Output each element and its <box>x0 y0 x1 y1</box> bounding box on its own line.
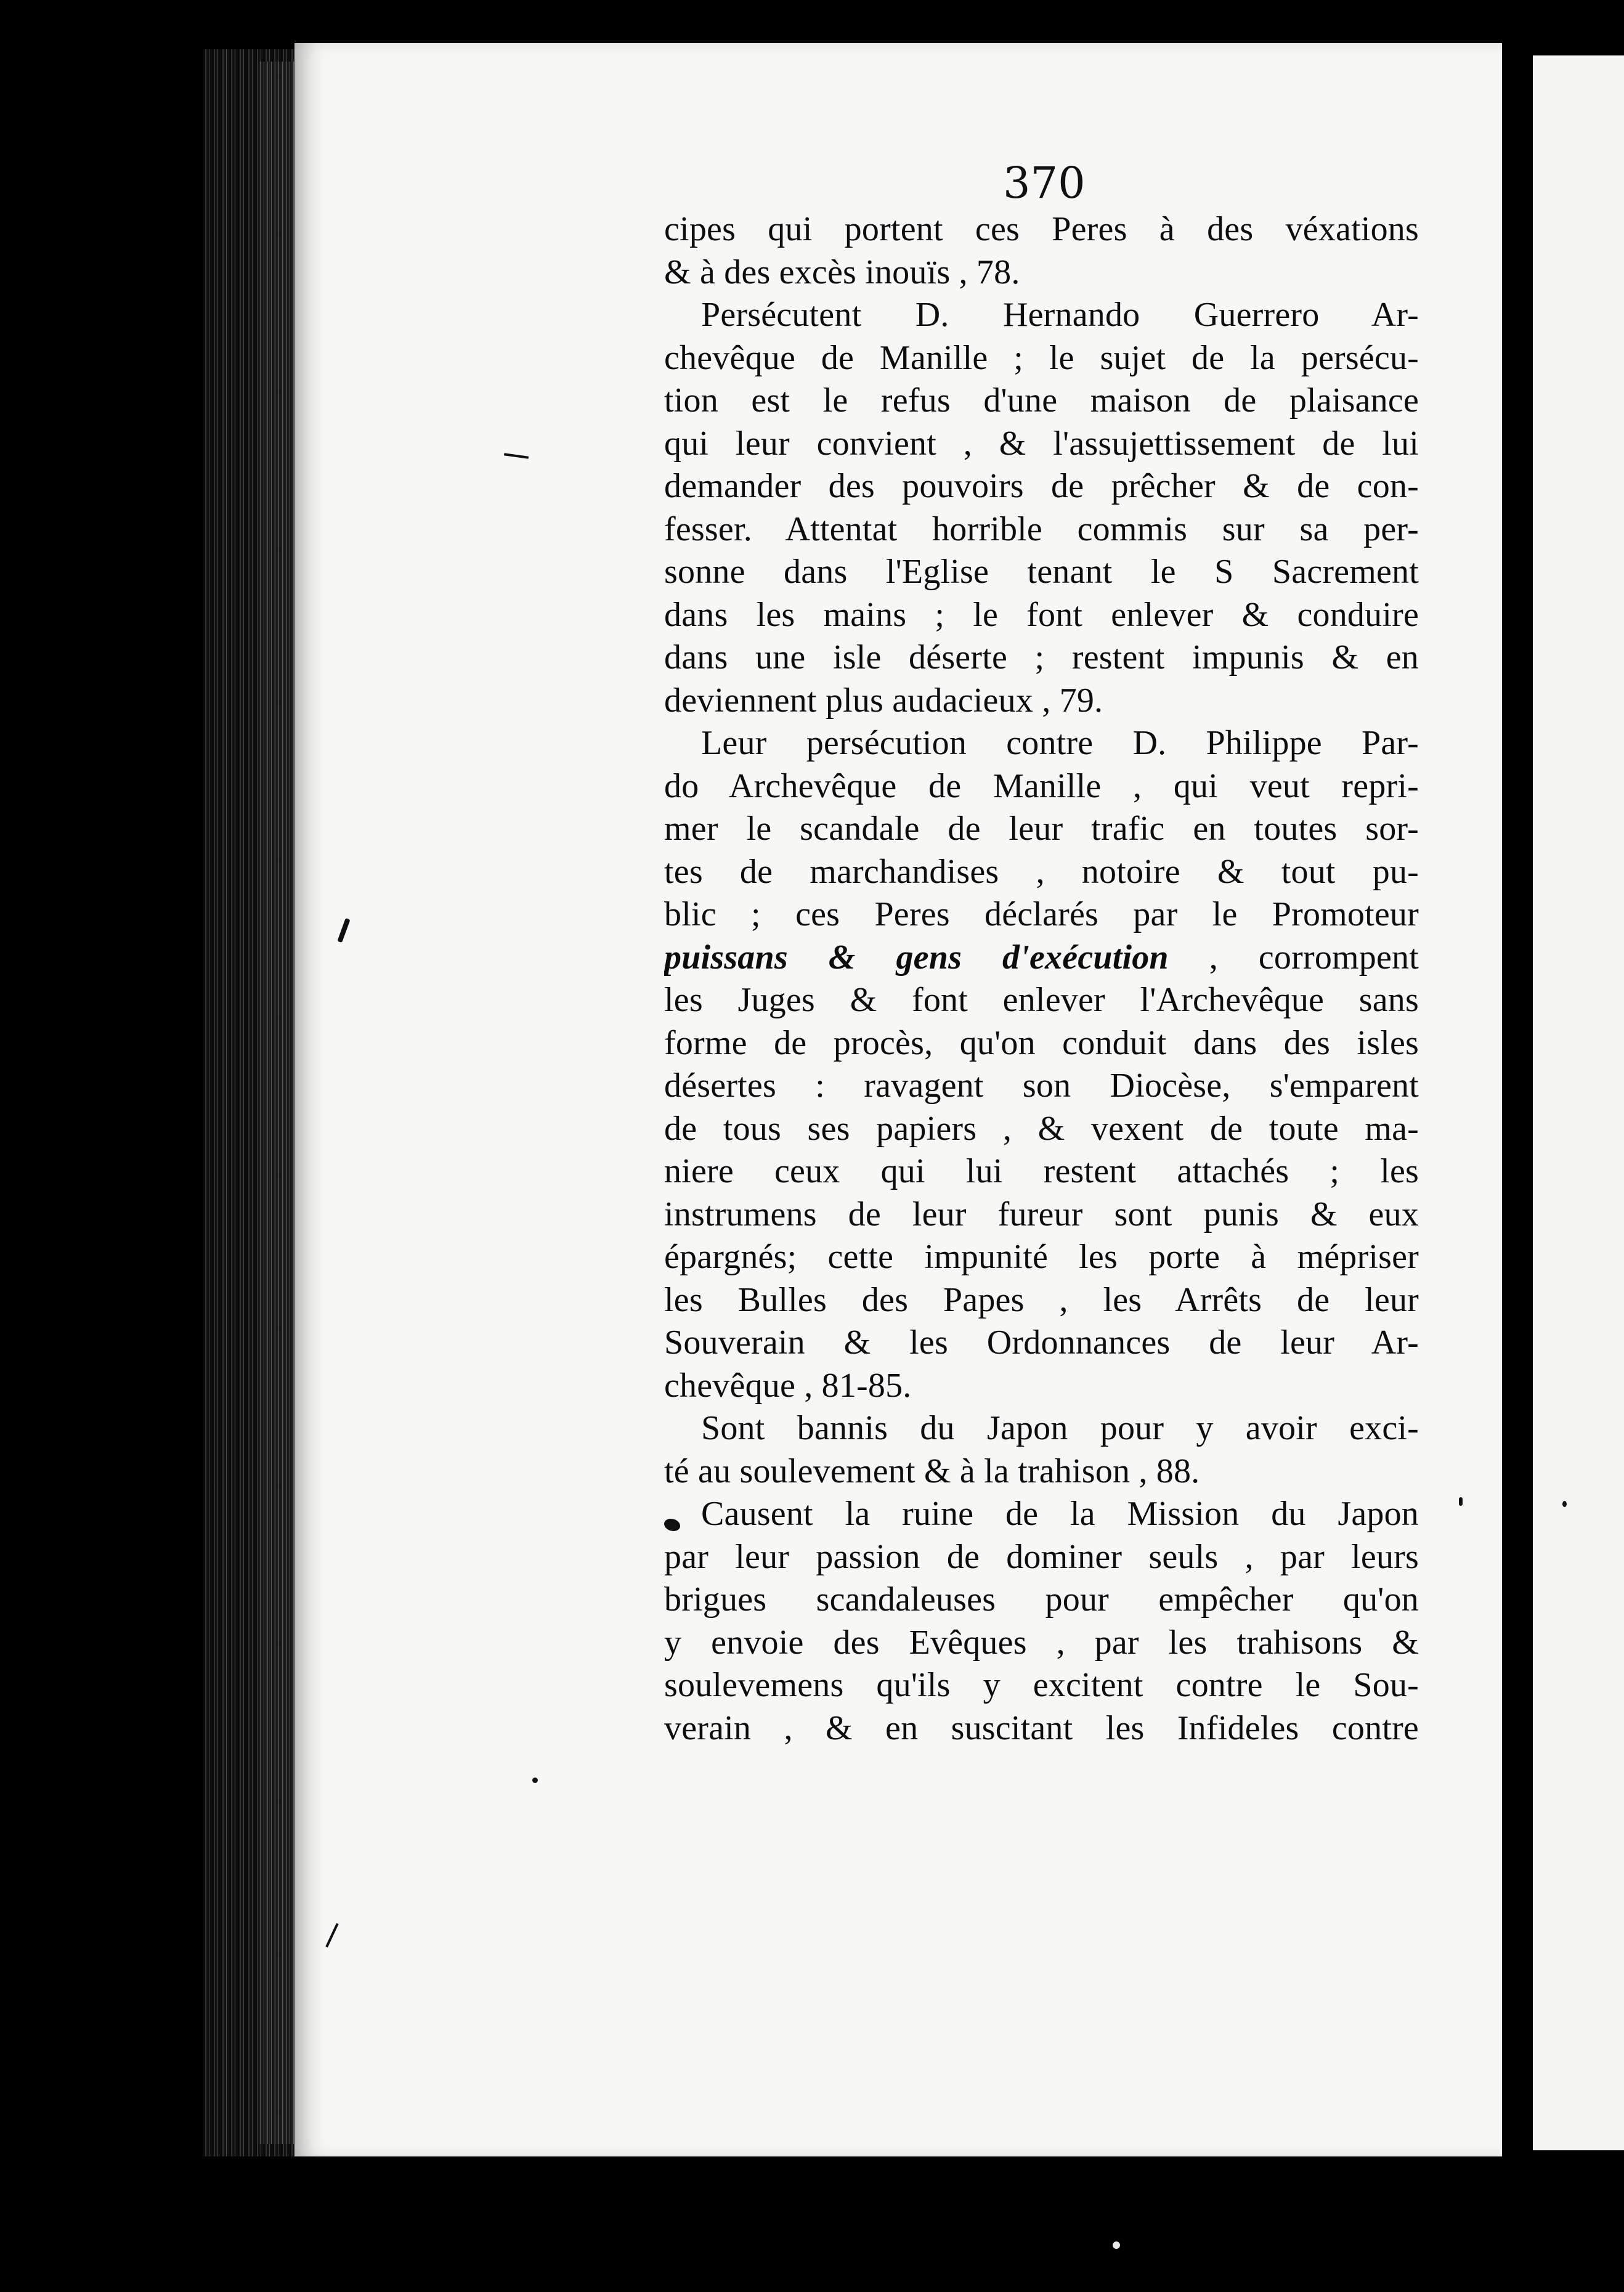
text-line: dans les mains ; le font enlever & conduire <box>664 595 1419 634</box>
line-suffix: , corrompent <box>1209 938 1419 977</box>
text-line: chevêque de Manille ; le sujet de la persécu- <box>664 338 1419 377</box>
ink-spot <box>532 1778 538 1783</box>
book-page-edges <box>259 62 296 2144</box>
text-line: chevêque , 81-85. <box>664 1366 912 1405</box>
text-line: mer le scandale de leur trafic en toutes sor- <box>664 810 1419 848</box>
text-line: blic ; ces Peres déclarés par le Promoteur <box>664 895 1419 933</box>
text-line: les Bulles des Papes , les Arrêts de leur <box>664 1280 1419 1319</box>
scan-speck <box>1113 2241 1120 2249</box>
text-line: Causent la ruine de la Mission du Japon <box>701 1495 1419 1533</box>
text-line: verain , & en suscitant les Infideles contre <box>664 1709 1419 1747</box>
text-line: dans une isle déserte ; restent impunis & en <box>664 638 1419 677</box>
text-line: cipes qui portent ces Peres à des véxations <box>664 210 1419 248</box>
ink-spot <box>1562 1501 1567 1507</box>
page-number: 370 <box>1003 158 1086 208</box>
text-line: Leur persécution contre D. Philippe Par- <box>701 724 1419 762</box>
ink-spot <box>1459 1497 1463 1506</box>
text-line: deviennent plus audacieux , 79. <box>664 681 1103 720</box>
text-line: les Juges & font enlever l'Archevêque sans <box>664 981 1419 1019</box>
text-block <box>664 208 1419 1750</box>
text-line: par leur passion de dominer seuls , par leurs <box>664 1537 1419 1576</box>
facing-page-edge <box>1533 55 1624 2150</box>
text-line: fesser. Attentat horrible commis sur sa per- <box>664 510 1419 548</box>
text-line: tes de marchandises , notoire & tout pu- <box>664 852 1419 891</box>
text-line-with-italic <box>664 937 1419 980</box>
text-line: Souverain & les Ordonnances de leur Ar- <box>664 1323 1419 1362</box>
text-line: soulevemens qu'ils y excitent contre le Sou- <box>664 1666 1419 1704</box>
text-line: brigues scandaleuses pour empêcher qu'on <box>664 1580 1419 1619</box>
text-line: désertes : ravagent son Diocèse, s'emparent <box>664 1067 1419 1105</box>
text-line: épargnés; cette impunité les porte à mépriser <box>664 1238 1419 1276</box>
text-line: té au soulevement & à la trahison , 88. <box>664 1452 1200 1490</box>
text-line: de tous ses papiers , & vexent de toute ma- <box>664 1109 1419 1148</box>
text-line: tion est le refus d'une maison de plaisance <box>664 381 1419 420</box>
text-line: instrumens de leur fureur sont punis & eux <box>664 1195 1419 1233</box>
text-line: do Archevêque de Manille , qui veut repri- <box>664 766 1419 805</box>
text-line: forme de procès, qu'on conduit dans des isles <box>664 1023 1419 1062</box>
text-line: niere ceux qui lui restent attachés ; les <box>664 1152 1419 1190</box>
italic-phrase: puissans & gens d'exécution <box>664 938 1169 977</box>
text-line: qui leur convient , & l'assujettissement de lui <box>664 424 1419 463</box>
text-line: y envoie des Evêques , par les trahisons & <box>664 1623 1419 1662</box>
text-line: Sont bannis du Japon pour y avoir exci- <box>701 1409 1419 1447</box>
text-line: & à des excès inouïs , 78. <box>664 253 1020 291</box>
text-line: Persécutent D. Hernando Guerrero Ar- <box>701 296 1419 334</box>
text-line: demander des pouvoirs de prêcher & de con- <box>664 467 1419 505</box>
text-line: sonne dans l'Eglise tenant le S Sacrement <box>664 553 1419 591</box>
